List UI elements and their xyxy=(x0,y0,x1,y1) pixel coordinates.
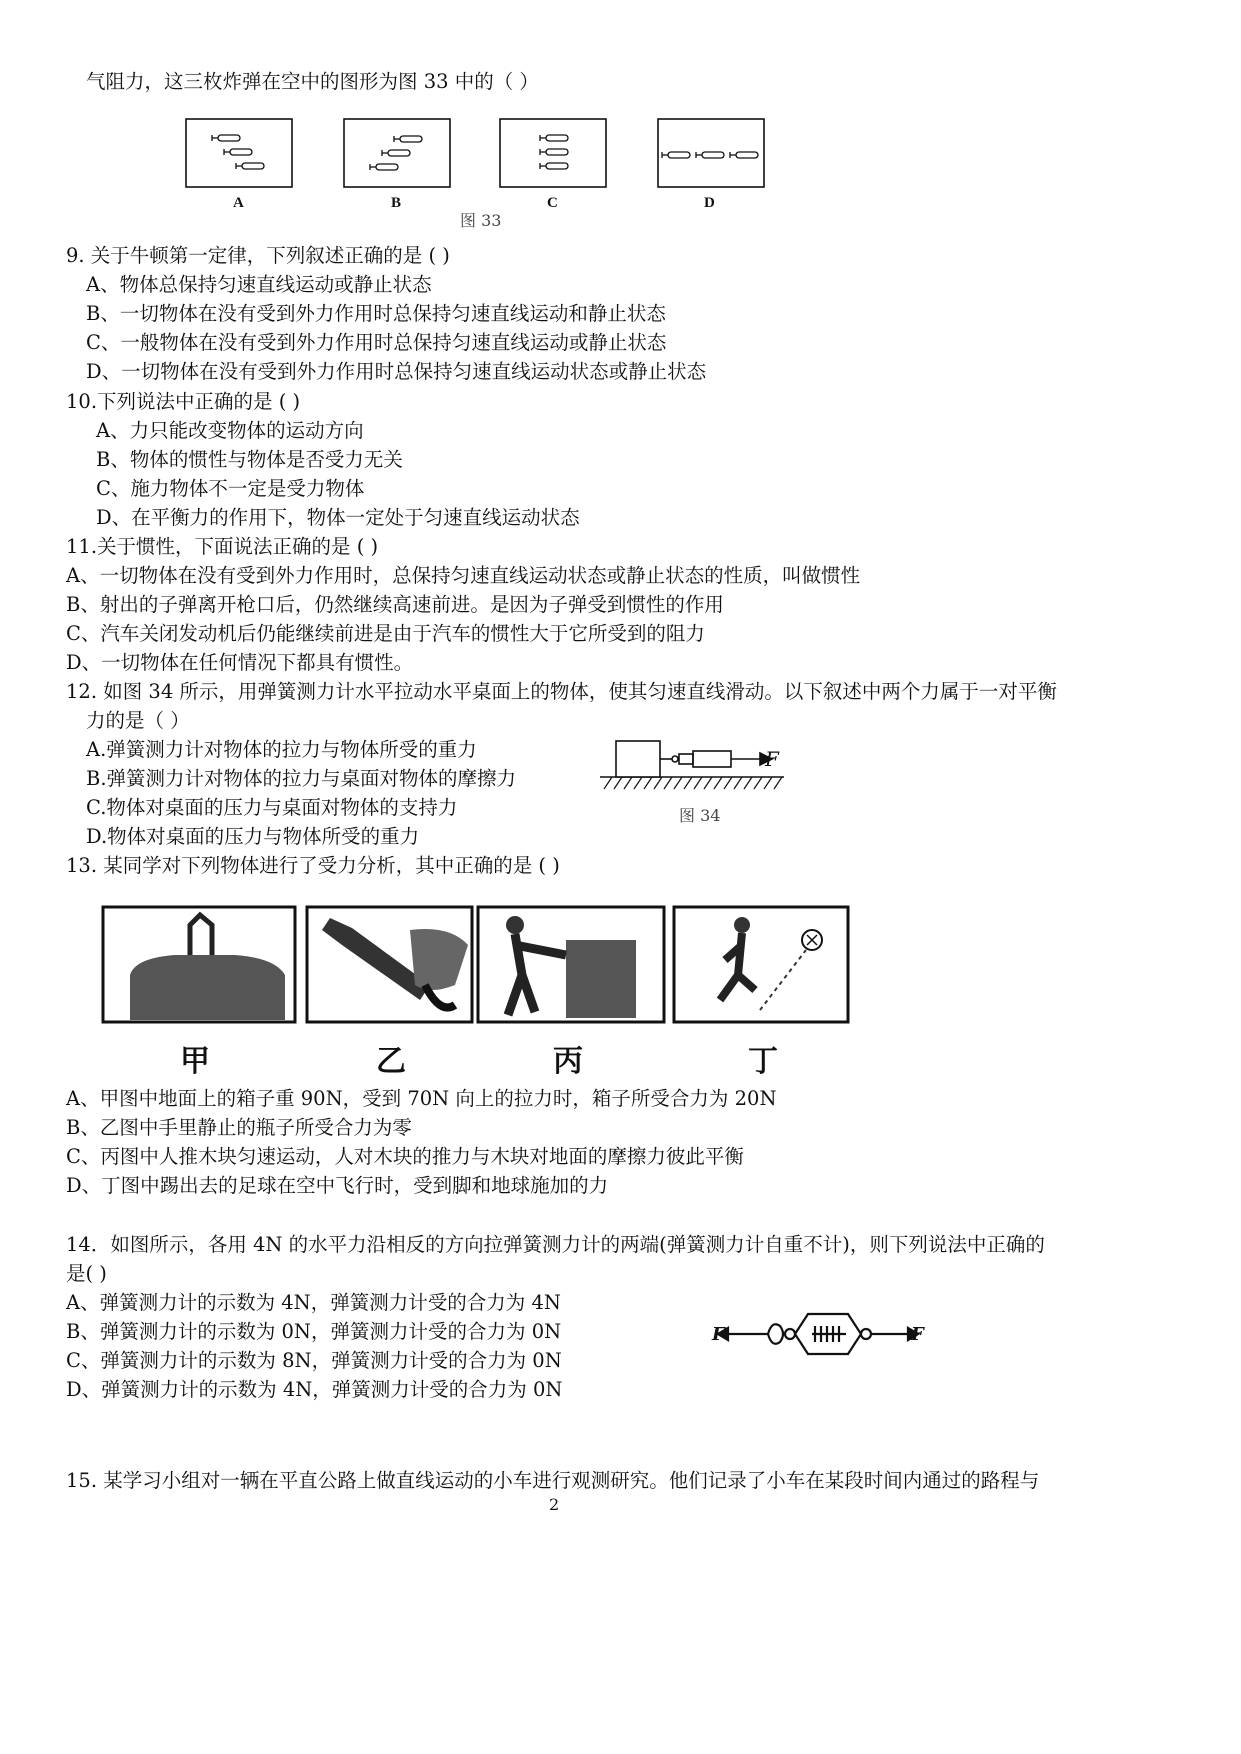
q14-option-a: A、弹簧测力计的示数为 4N，弹簧测力计受的合力为 4N xyxy=(66,1291,561,1314)
q11-option-d: D、一切物体在任何情况下都具有惯性。 xyxy=(66,651,414,674)
q11-option-b: B、射出的子弹离开枪口后，仍然继续高速前进。是因为子弹受到惯性的作用 xyxy=(66,593,724,616)
q13-stem: 13. 某同学对下列物体进行了受力分析，其中正确的是 ( ) xyxy=(66,854,560,877)
panel-label-yi: 乙 xyxy=(376,1044,406,1079)
q14-stem-line2: 是( ) xyxy=(66,1262,107,1285)
q10-option-b: B、物体的惯性与物体是否受力无关 xyxy=(96,448,403,471)
panel-label-ding: 丁 xyxy=(748,1044,778,1079)
q15-stem: 15. 某学习小组对一辆在平直公路上做直线运动的小车进行观测研究。他们记录了小车在某段时间内通过的路程与 xyxy=(66,1469,1040,1492)
q9-option-b: B、一切物体在没有受到外力作用时总保持匀速直线运动和静止状态 xyxy=(86,302,666,325)
q9-option-a: A、物体总保持匀速直线运动或静止状态 xyxy=(86,273,432,296)
q13-option-a: A、甲图中地面上的箱子重 90N，受到 70N 向上的拉力时，箱子所受合力为 20N xyxy=(66,1087,777,1110)
q12-stem-line1: 12. 如图 34 所示，用弹簧测力计水平拉动水平桌面上的物体，使其匀速直线滑动。以下叙述中两个力属于一对平衡 xyxy=(66,680,1057,703)
q9-option-c: C、一般物体在没有受到外力作用时总保持匀速直线运动或静止状态 xyxy=(86,331,667,354)
q14-option-c: C、弹簧测力计的示数为 8N，弹簧测力计受的合力为 0N xyxy=(66,1349,562,1372)
q12-stem-line2: 力的是（ ） xyxy=(86,709,190,732)
q14-stem-line1: 14．如图所示，各用 4N 的水平力沿相反的方向拉弹簧测力计的两端(弹簧测力计自重不计)，则下列说法中正确的 xyxy=(66,1233,1045,1256)
q10-option-c: C、施力物体不一定是受力物体 xyxy=(96,477,365,500)
figure-34-force-label: F xyxy=(765,747,779,771)
figure-14-left-force-label: F xyxy=(712,1324,725,1345)
q10-option-a: A、力只能改变物体的运动方向 xyxy=(96,419,364,442)
q12-option-a: A.弹簧测力计对物体的拉力与物体所受的重力 xyxy=(86,738,477,761)
q14-option-d: D、弹簧测力计的示数为 4N，弹簧测力计受的合力为 0N xyxy=(66,1378,563,1401)
q12-option-d: D.物体对桌面的压力与物体所受的重力 xyxy=(86,825,420,848)
page-number: 2 xyxy=(549,1495,560,1514)
figure-33-label-b: B xyxy=(391,195,402,211)
q13-option-d: D、丁图中踢出去的足球在空中飞行时，受到脚和地球施加的力 xyxy=(66,1174,609,1197)
q11-option-c: C、汽车关闭发动机后仍能继续前进是由于汽车的惯性大于它所受到的阻力 xyxy=(66,622,705,645)
q12-option-c: C.物体对桌面的压力与桌面对物体的支持力 xyxy=(86,796,458,819)
panel-label-bing: 丙 xyxy=(553,1044,583,1079)
figure-14-right-force-label: F xyxy=(911,1324,924,1345)
q10-option-d: D、在平衡力的作用下，物体一定处于匀速直线运动状态 xyxy=(96,506,580,529)
intro-line: 气阻力，这三枚炸弹在空中的图形为图 33 中的（ ） xyxy=(86,70,539,93)
q9-option-d: D、一切物体在没有受到外力作用时总保持匀速直线运动状态或静止状态 xyxy=(86,360,707,383)
q9-stem: 9. 关于牛顿第一定律，下列叙述正确的是 ( ) xyxy=(66,244,450,267)
q11-stem: 11.关于惯性，下面说法正确的是 ( ) xyxy=(66,535,379,558)
figure-33-caption: 图 33 xyxy=(460,211,502,230)
q14-option-b: B、弹簧测力计的示数为 0N，弹簧测力计受的合力为 0N xyxy=(66,1320,562,1343)
figure-33-label-a: A xyxy=(233,195,244,211)
panel-label-jia: 甲 xyxy=(180,1044,210,1079)
figure-34-caption: 图 34 xyxy=(679,806,721,825)
figure-33-label-d: D xyxy=(704,195,715,211)
q13-option-b: B、乙图中手里静止的瓶子所受合力为零 xyxy=(66,1116,412,1139)
q11-option-a: A、一切物体在没有受到外力作用时，总保持匀速直线运动状态或静止状态的性质，叫做惯性 xyxy=(66,564,861,587)
q13-option-c: C、丙图中人推木块匀速运动，人对木块的推力与木块对地面的摩擦力彼此平衡 xyxy=(66,1145,744,1168)
figure-33-label-c: C xyxy=(547,195,558,211)
q10-stem: 10.下列说法中正确的是 ( ) xyxy=(66,390,301,413)
q12-option-b: B.弹簧测力计对物体的拉力与桌面对物体的摩擦力 xyxy=(86,767,517,790)
